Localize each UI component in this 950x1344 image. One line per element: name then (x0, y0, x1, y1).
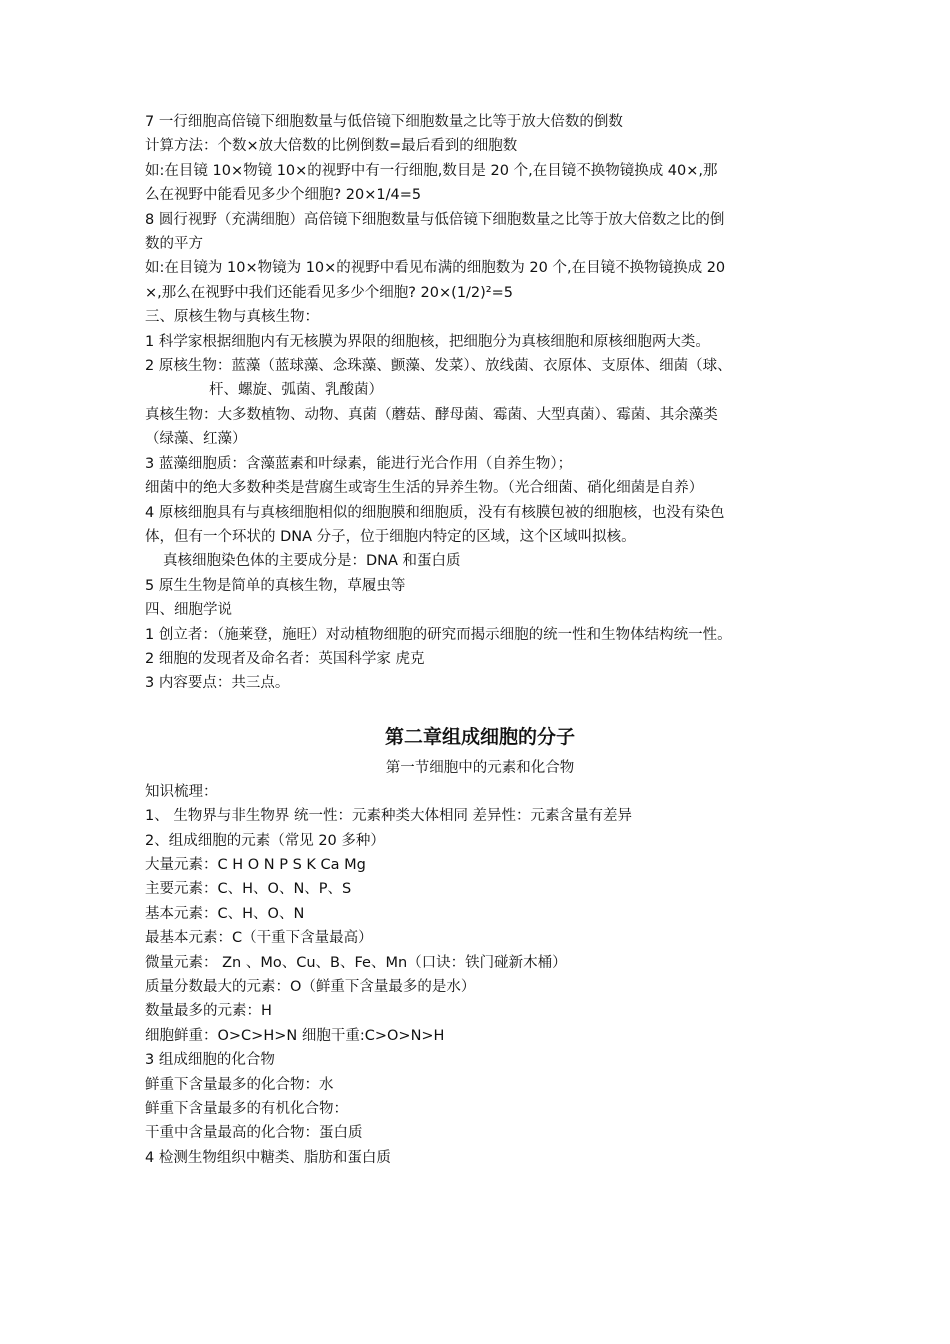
text-line: 真核细胞染色体的主要成分是：DNA 和蛋白质 (163, 553, 461, 570)
text-line: 鲜重下含量最多的化合物：水 (145, 1076, 334, 1093)
text-line: 1 创立者：（施莱登，施旺）对动植物细胞的研究而揭示细胞的统一性和生物体结构统一性。 (145, 626, 732, 643)
text-line: 3 内容要点：共三点。 (145, 675, 290, 692)
section-title: 第一节细胞中的元素和化合物 (385, 759, 575, 776)
text-line: 2、组成细胞的元素（常见 20 多种） (145, 832, 385, 849)
text-line: 4 检测生物组织中糖类、脂肪和蛋白质 (145, 1149, 391, 1166)
document-page (145, 110, 815, 1170)
text-line: 微量元素： Zn 、Mo、Cu、B、Fe、Mn（口诀：铁门碰新木桶） (145, 954, 567, 971)
text-line: 如:在目镜 10×物镜 10×的视野中有一行细胞,数目是 20 个,在目镜不换物镜换成 40×,那 (145, 162, 718, 179)
text-line: 1 科学家根据细胞内有无核膜为界限的细胞核，把细胞分为真核细胞和原核细胞两大类。 (145, 333, 710, 350)
text-line: 数量最多的元素：H (145, 1003, 272, 1020)
text-line: 2 原核生物：蓝藻（蓝球藻、念珠藻、颤藻、发菜）、放线菌、衣原体、支原体、细菌（球、 (145, 358, 732, 375)
text-line: 计算方法：个数×放大倍数的比例倒数=最后看到的细胞数 (145, 138, 518, 155)
text-line: 最基本元素：C（干重下含量最高） (145, 930, 373, 947)
text-line: 2 细胞的发现者及命名者：英国科学家 虎克 (145, 650, 425, 667)
text-line: 主要元素：C、H、O、N、P、S (145, 881, 352, 898)
text-line: 大量元素：C H O N P S K Ca Mg (145, 856, 366, 873)
text-line: （绿藻、红藻） (145, 431, 247, 448)
text-line: 3 蓝藻细胞质：含藻蓝素和叶绿素，能进行光合作用（自养生物）； (145, 455, 573, 472)
text-line: 么在视野中能看见多少个细胞? 20×1/4=5 (145, 187, 422, 204)
text-line: 3 组成细胞的化合物 (145, 1052, 275, 1069)
text-line: 真核生物：大多数植物、动物、真菌（蘑菇、酵母菌、霉菌、大型真菌）、霉菌、其余藻类 (145, 406, 718, 423)
text-line: 8 圆行视野（充满细胞）高倍镜下细胞数量与低倍镜下细胞数量之比等于放大倍数之比的倒 (145, 211, 725, 228)
text-line: 7 一行细胞高倍镜下细胞数量与低倍镜下细胞数量之比等于放大倍数的倒数 (145, 114, 623, 130)
section-heading: 四、细胞学说 (145, 602, 232, 619)
text-line: 知识梳理： (145, 783, 218, 800)
chapter-title: 第二章组成细胞的分子 (384, 725, 575, 748)
section-heading: 三、原核生物与真核生物： (145, 309, 319, 326)
text-line: 如:在目镜为 10×物镜为 10×的视野中看见布满的细胞数为 20 个,在目镜不换物镜换成 20 (145, 260, 726, 277)
text-line: 1、 生物界与非生物界 统一性：元素种类大体相同 差异性：元素含量有差异 (145, 808, 633, 825)
text-line: 5 原生生物是简单的真核生物，草履虫等 (145, 577, 406, 594)
text-line: 细菌中的绝大多数种类是营腐生或寄生生活的异养生物。（光合细菌、硝化细菌是自养） (145, 480, 704, 497)
text-line: 细胞鲜重：O>C>H>N 细胞干重:C>O>N>H (145, 1027, 445, 1044)
text-line: 体，但有一个环状的 DNA 分子，位于细胞内特定的区域，这个区域叫拟核。 (145, 528, 636, 545)
text-line: 数的平方 (145, 236, 203, 253)
text-line: 4 原核细胞具有与真核细胞相似的细胞膜和细胞质，没有有核膜包被的细胞核，也没有染色 (145, 504, 725, 521)
text-line: 质量分数最大的元素：O（鲜重下含量最多的是水） (145, 979, 476, 995)
text-line: 杆、螺旋、弧菌、乳酸菌） (209, 382, 383, 399)
text-line: 干重中含量最高的化合物：蛋白质 (145, 1125, 363, 1142)
text-line: 鲜重下含量最多的有机化合物： (145, 1101, 348, 1118)
text-line: 基本元素：C、H、O、N (145, 905, 305, 922)
text-line: ×,那么在视野中我们还能看见多少个细胞? 20×(1/2)²=5 (145, 284, 513, 301)
